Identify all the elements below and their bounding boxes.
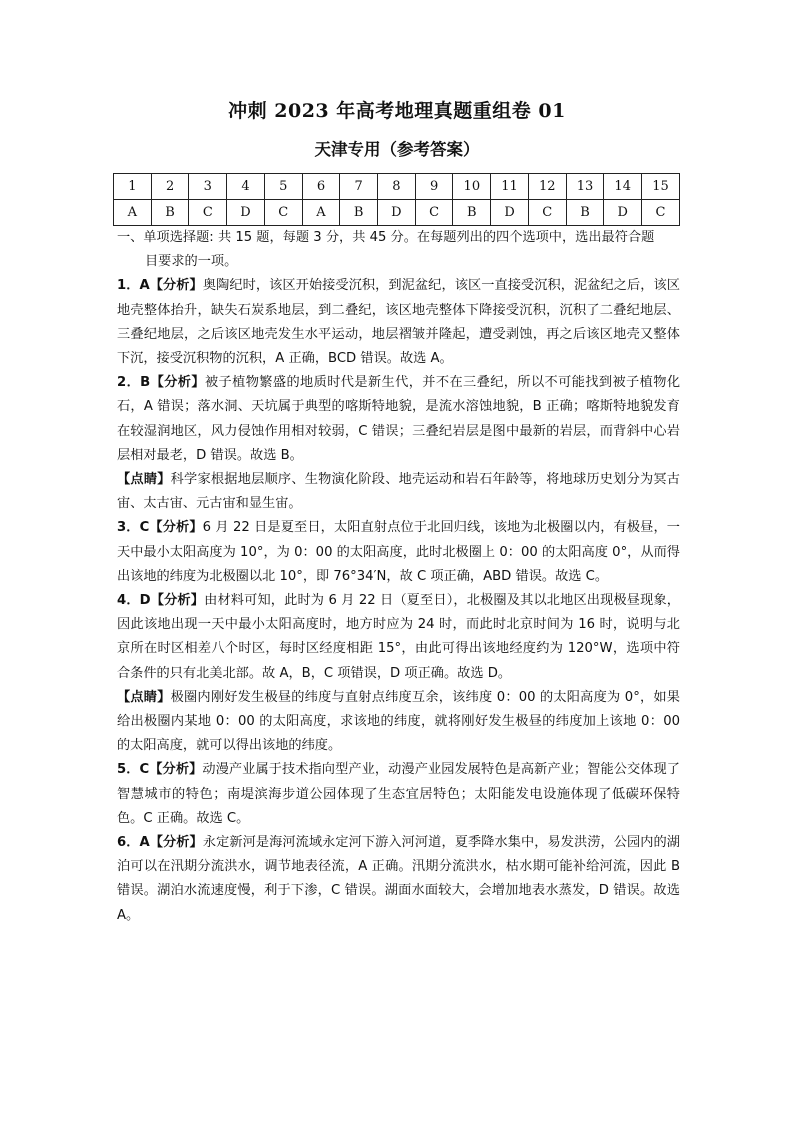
document-title: 冲刺 2023 年高考地理真题重组卷 01 xyxy=(228,100,566,122)
answer-table-answer-row xyxy=(114,200,680,226)
item-text: 由材料可知，此时为 6 月 22 日（夏至日），北极圈及其以北地区出现极昼现象，因此该地出现一天中最小太阳高度时，地方时应为 24 时，而此时北京时间为 16 时，说明与北京所在时区相差八个时区，每时区经度相距 15°，由此可得出该地经度约为 120°W，选项中符合条件的只有北美北部。故 A，B，C 项错误，D 项正确。故选 D。 xyxy=(117,593,680,681)
answer-cell: C xyxy=(415,200,453,226)
explanation-item xyxy=(117,516,680,589)
item-lead: 2．B【分析】 xyxy=(117,375,205,391)
question-number-cell: 14 xyxy=(604,174,642,200)
explanation-item xyxy=(117,589,680,686)
answer-cell: C xyxy=(189,200,227,226)
item-text: 奥陶纪时，该区开始接受沉积，到泥盆纪，该区一直接受沉积，泥盆纪之后，该区地壳整体抬升，缺失石炭系地层，到二叠纪，该区地壳整体下降接受沉积，沉积了二叠纪地层、三叠纪地层，之后该区地壳发生水平运动，地层褶皱并隆起，遭受剥蚀，再之后该区地壳又整体下沉，接受沉积物的沉积，A 正确，BCD 错误。故选 A。 xyxy=(117,278,680,367)
answer-cell: B xyxy=(453,200,491,226)
item-lead: 1．A【分析】 xyxy=(117,278,203,294)
section-heading-continued: 目要求的一项。 xyxy=(145,254,238,270)
item-text: 极圈内刚好发生极昼的纬度与直射点纬度互余，该纬度 0：00 的太阳高度为 0°，如果给出极圈内某地 0：00 的太阳高度，求该地的纬度，就将刚好发生极昼的纬度加上该地 0：00 的太阳高度，就可以得出该地的纬度。 xyxy=(117,689,680,754)
item-lead: 3．C【分析】 xyxy=(117,520,203,536)
item-lead: 5．C【分析】 xyxy=(117,762,203,778)
question-number-cell: 5 xyxy=(264,174,302,200)
answer-cell: D xyxy=(604,200,642,226)
explanation-item xyxy=(117,758,680,831)
answer-cell: D xyxy=(378,200,416,226)
answer-cell: C xyxy=(642,200,680,226)
question-number-cell: 9 xyxy=(415,174,453,200)
answer-cell: B xyxy=(566,200,604,226)
answer-table xyxy=(113,173,680,226)
explanation-note xyxy=(117,686,680,759)
explanation-item xyxy=(117,371,680,468)
item-text: 永定新河是海河流域永定河下游入河河道，夏季降水集中，易发洪涝，公园内的湖泊可以在汛期分流洪水，调节地表径流，A 正确。汛期分流洪水，枯水期可能补给河流，因此 B 错误。湖泊水流速度慢，利于下渗，C 错误。湖面水面较大，会增加地表水蒸发，D 错误。故选 A。 xyxy=(117,835,680,923)
item-text: 6 月 22 日是夏至日，太阳直射点位于北回归线，该地为北极圈以内，有极昼，一天中最小太阳高度为 10°，为 0：00 的太阳高度，此时北极圈上 0：00 的太阳高度 0°，从而得出该地的纬度为北极圈以北 10°，即 76°34′N，故 C 项正确，ABD 错误。故选 C。 xyxy=(117,520,680,584)
answer-cell: C xyxy=(528,200,566,226)
explanation-item xyxy=(117,274,680,371)
question-number-cell: 6 xyxy=(302,174,340,200)
question-number-cell: 15 xyxy=(642,174,680,200)
answer-explanations xyxy=(117,226,680,928)
item-lead: 【点睛】 xyxy=(117,689,171,705)
question-number-cell: 3 xyxy=(189,174,227,200)
question-number-cell: 10 xyxy=(453,174,491,200)
question-number-cell: 2 xyxy=(151,174,189,200)
item-lead: 【点睛】 xyxy=(117,472,171,488)
answer-cell: A xyxy=(114,200,152,226)
answer-cell: B xyxy=(340,200,378,226)
explanation-note xyxy=(117,468,680,516)
section-heading: 一、单项选择题: 共 15 题，每题 3 分，共 45 分。在每题列出的四个选项中，选出最符合题 xyxy=(117,230,655,245)
document-subtitle: 天津专用（参考答案） xyxy=(314,140,480,159)
answer-cell: A xyxy=(302,200,340,226)
item-lead: 4．D【分析】 xyxy=(117,593,205,609)
question-number-cell: 4 xyxy=(227,174,265,200)
question-number-cell: 7 xyxy=(340,174,378,200)
question-number-cell: 12 xyxy=(528,174,566,200)
question-number-cell: 8 xyxy=(378,174,416,200)
item-text: 动漫产业属于技术指向型产业，动漫产业园发展特色是高新产业；智能公交体现了智慧城市的特色；南堤滨海步道公园体现了生态宜居特色；太阳能发电设施体现了低碳环保特色。C 正确。故选 C。 xyxy=(117,762,680,826)
question-number-cell: 1 xyxy=(114,174,152,200)
answer-cell: B xyxy=(151,200,189,226)
answer-cell: C xyxy=(264,200,302,226)
question-number-cell: 13 xyxy=(566,174,604,200)
answer-table-number-row xyxy=(114,174,680,200)
answer-cell: D xyxy=(227,200,265,226)
question-number-cell: 11 xyxy=(491,174,529,200)
answer-cell: D xyxy=(491,200,529,226)
explanation-item xyxy=(117,831,680,928)
item-lead: 6．A【分析】 xyxy=(117,835,203,851)
item-text: 被子植物繁盛的地质时代是新生代，并不在三叠纪，所以不可能找到被子植物化石，A 错误；落水洞、天坑属于典型的喀斯特地貌，是流水溶蚀地貌，B 正确；喀斯特地貌发育在较湿润地区，风力侵蚀作用相对较弱，C 错误；三叠纪岩层是图中最新的岩层，而背斜中心岩层相对最老，D 错误。故选 B。 xyxy=(117,375,681,463)
item-text: 科学家根据地层顺序、生物演化阶段、地壳运动和岩石年龄等，将地球历史划分为冥古宙、太古宙、元古宙和显生宙。 xyxy=(117,472,680,512)
